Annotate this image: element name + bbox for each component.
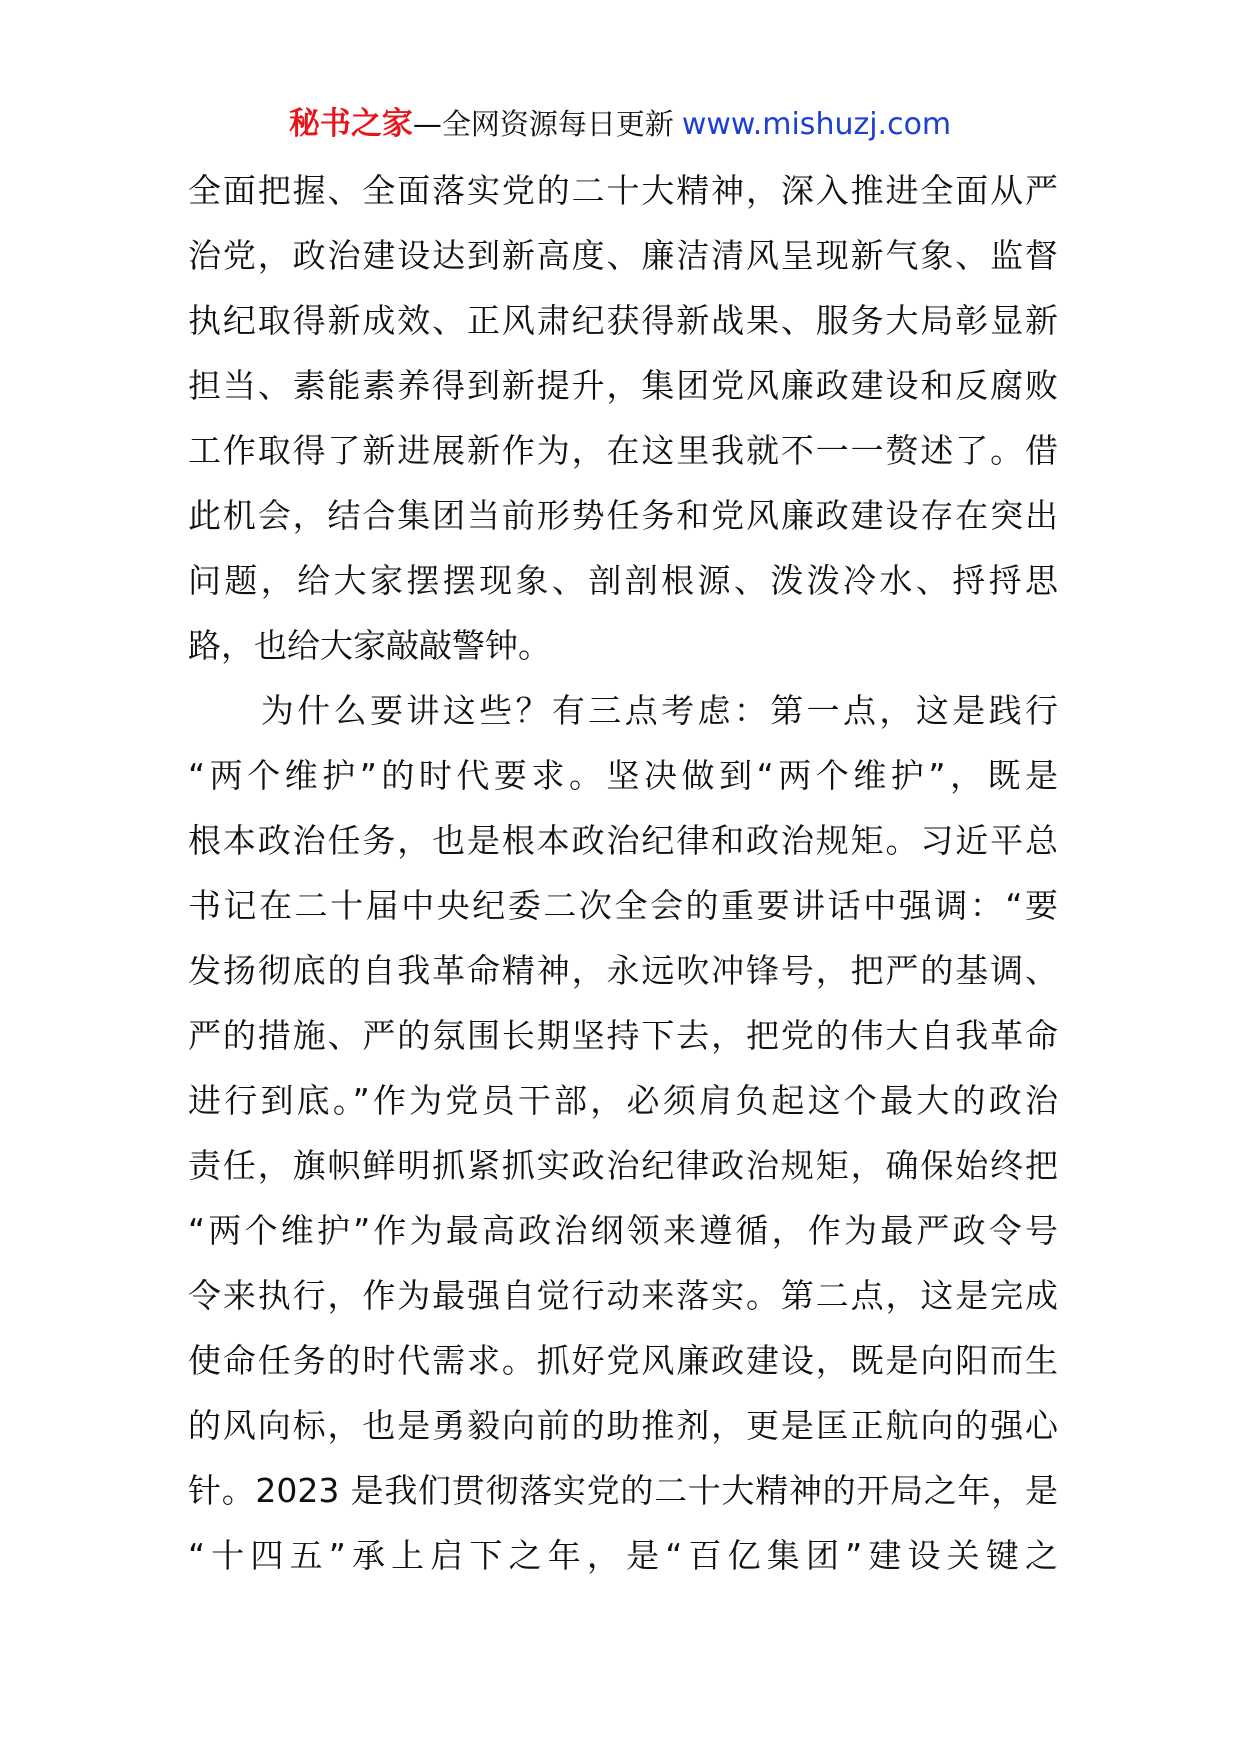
- text-line: 令来执行，作为最强自觉行动来落实。第二点，这是完成: [188, 1276, 1058, 1315]
- text-line: 全面把握、全面落实党的二十大精神，深入推进全面从严: [188, 171, 1058, 210]
- document-body: [188, 158, 1058, 1588]
- text-line: 执纪取得新成效、正风肃纪获得新战果、服务大局彰显新: [188, 301, 1058, 340]
- text-line: 责任，旗帜鲜明抓紧抓实政治纪律政治规矩，确保始终把: [188, 1146, 1058, 1185]
- text-line: 问题，给大家摆摆现象、剖剖根源、泼泼冷水、捋捋思: [188, 561, 1058, 600]
- paragraph-start-line: 为什么要讲这些？有三点考虑：第一点，这是践行: [188, 691, 1058, 730]
- site-url: www.mishuzj.com: [681, 107, 952, 142]
- brand-name: 秘书之家: [288, 106, 413, 142]
- site-watermark-header: [0, 102, 1240, 147]
- text-line: 的风向标，也是勇毅向前的助推剂，更是匡正航向的强心: [188, 1406, 1058, 1445]
- brand-tagline: —全网资源每日更新: [412, 107, 674, 141]
- text-line: 根本政治任务，也是根本政治纪律和政治规矩。习近平总: [188, 821, 1058, 860]
- text-line: 进行到底。”作为党员干部，必须肩负起这个最大的政治: [188, 1081, 1058, 1120]
- text-line: “两个维护”的时代要求。坚决做到“两个维护”，既是: [188, 756, 1058, 795]
- text-line: 书记在二十届中央纪委二次全会的重要讲话中强调：“要: [188, 886, 1058, 925]
- text-line: 针。2023 是我们贯彻落实党的二十大精神的开局之年，是: [188, 1471, 1058, 1510]
- text-line: 发扬彻底的自我革命精神，永远吹冲锋号，把严的基调、: [188, 951, 1058, 990]
- text-line: 此机会，结合集团当前形势任务和党风廉政建设存在突出: [188, 496, 1058, 535]
- text-line: “两个维护”作为最高政治纲领来遵循，作为最严政令号: [188, 1211, 1058, 1250]
- text-line: 担当、素能素养得到新提升，集团党风廉政建设和反腐败: [188, 366, 1058, 405]
- paragraph-end-line: 路，也给大家敲敲警钟。: [188, 626, 551, 665]
- text-line: 治党，政治建设达到新高度、廉洁清风呈现新气象、监督: [188, 236, 1058, 275]
- text-line: 使命任务的时代需求。抓好党风廉政建设，既是向阳而生: [188, 1341, 1058, 1380]
- text-line: 严的措施、严的氛围长期坚持下去，把党的伟大自我革命: [188, 1016, 1058, 1055]
- text-line: “十四五”承上启下之年，是“百亿集团”建设关键之: [188, 1536, 1058, 1575]
- text-line: 工作取得了新进展新作为，在这里我就不一一赘述了。借: [188, 431, 1058, 470]
